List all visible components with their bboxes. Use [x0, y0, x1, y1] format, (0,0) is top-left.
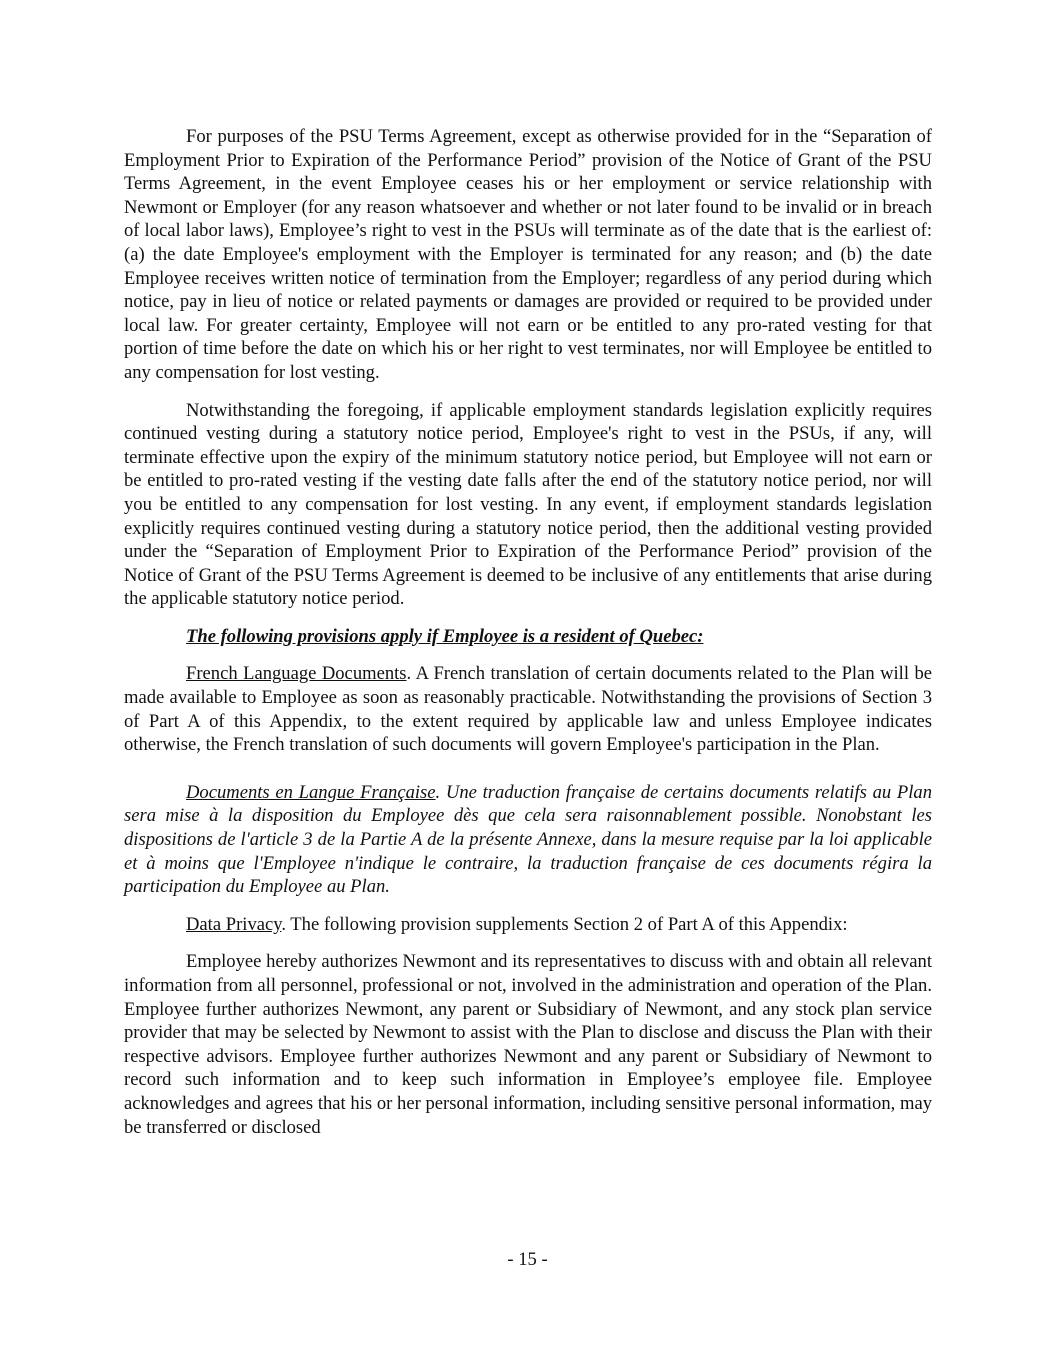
paragraph-french-language-documents	[124, 662, 932, 756]
document-body	[124, 125, 932, 1139]
paragraph-data-privacy	[124, 913, 932, 937]
data-privacy-title: Data Privacy	[186, 913, 282, 935]
french-docs-title: French Language Documents	[186, 663, 407, 685]
paragraph-documents-langue-francaise	[124, 781, 932, 899]
page-number: - 15 -	[507, 1249, 548, 1270]
paragraph-statutory-notice: Notwithstanding the foregoing, if applicable employment standards legislation explicitly requires continued vesting during a statutory notice period, Employee's right to vest in the PSUs, if any, will terminate effective upon the expiry of the minimum statutory notice period, but Employee will not earn or be entitled to pro-rated vesting if the vesting date falls after the end of the statutory notice period, nor will you be entitled to any compensation for lost vesting. In any event, if employment standards legislation explicitly requires continued vesting during a statutory notice period, then the additional vesting provided under the “Separation of Employment Prior to Expiration of the Performance Period” provision of the Notice of Grant of the PSU Terms Agreement is deemed to be inclusive of any entitlements that arise during the applicable statutory notice period.	[124, 399, 932, 610]
french-docs-body: . A French translation of certain documents related to the Plan will be made available to Employee as soon as reasonably practicable. Notwithstanding the provisions of Section 3 of Part A of this Appendix, to the extent required by applicable law and unless Employee indicates otherwise, the French translation of such documents will govern Employee's participation in the Plan.	[124, 663, 933, 756]
paragraph-termination: For purposes of the PSU Terms Agreement, except as otherwise provided for in the “Separation of Employment Prior to Expiration of the Performance Period” provision of the Notice of Grant of the PSU Terms Agreement, in the event Employee ceases his or her employment or service relationship with Newmont or Employer (for any reason whatsoever and whether or not later found to be invalid or in breach of local labor laws), Employee’s right to vest in the PSUs will terminate as of the date that is the earliest of: (a) the date Employee's employment with the Employer is terminated for any reason; and (b) the date Employee receives written notice of termination from the Employer; regardless of any period during which notice, pay in lieu of notice or related payments or damages are provided or required to be provided under local law. For greater certainty, Employee will not earn or be entitled to any pro-rated vesting for that portion of time before the date on which his or her right to vest terminates, nor will Employee be entitled to any compensation for lost vesting.	[124, 126, 932, 383]
documents-fr-title: Documents en Langue Française	[186, 781, 436, 803]
quebec-heading-text: The following provisions apply if Employee is a resident of Quebec:	[186, 625, 704, 647]
paragraph-authorization: Employee hereby authorizes Newmont and its representatives to discuss with and obtain all relevant information from all personnel, professional or not, involved in the administration and operation of the Plan. Employee further authorizes Newmont, any parent or Subsidiary of Newmont, and any stock plan service provider that may be selected by Newmont to assist with the Plan to disclose and discuss the Plan with their respective advisors. Employee further authorizes Newmont and any parent or Subsidiary of Newmont to record such information and to keep such information in Employee’s employee file. Employee acknowledges and agrees that his or her personal information, including sensitive personal information, may be transferred or disclosed	[124, 951, 932, 1138]
quebec-heading	[124, 625, 932, 649]
documents-fr-body: . Une traduction française de certains documents relatifs au Plan sera mise à la disposition du Employee dès que cela sera raisonnablement possible. Nonobstant les dispositions de l'article 3 de la Partie A de la présente Annexe, dans la mesure requise par la loi applicable et à moins que l'Employee n'indique le contraire, la traduction française de ces documents régira la participation du Employee au Plan.	[124, 781, 932, 898]
data-privacy-body: . The following provision supplements Section 2 of Part A of this Appendix:	[281, 913, 848, 935]
